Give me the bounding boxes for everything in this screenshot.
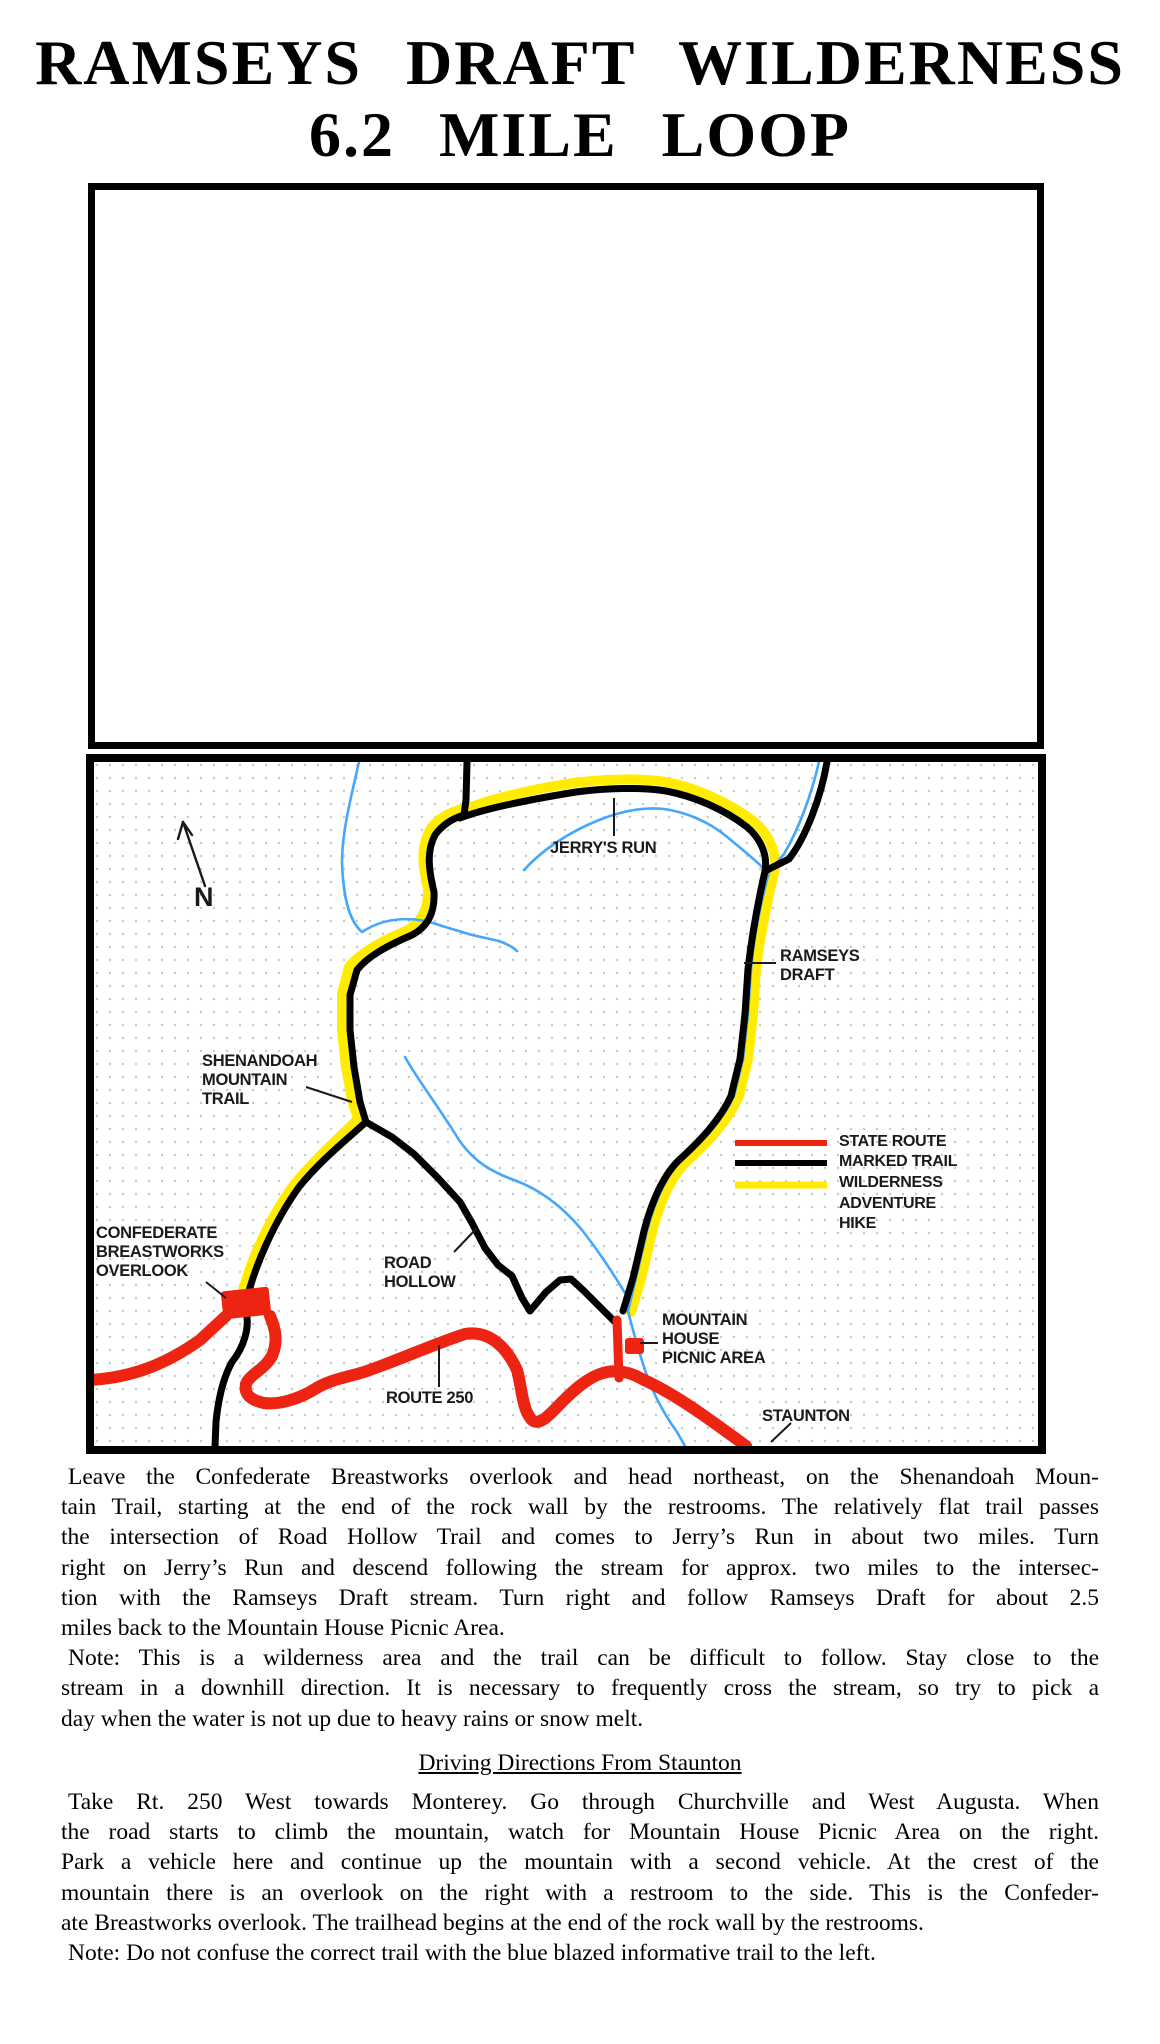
photo-placeholder-box: [88, 183, 1044, 749]
driving-directions-heading: Driving Directions From Staunton: [418, 1749, 742, 1776]
hike-note-paragraph: Note: This is a wilderness area and the trail can be difficult to follow. Stay close to the stream in a downhill direction. It is necessary to frequently cross the stream, so try to pick a day when the water is not up due to heavy rains or snow melt.: [61, 1645, 1099, 1732]
label-staunton: STAUNTON: [762, 1407, 850, 1425]
legend-marked-trail-label: MARKED TRAIL: [839, 1153, 958, 1170]
legend-state-route-label: STATE ROUTE: [839, 1133, 947, 1150]
hike-directions-paragraph: Leave the Confederate Breastworks overlook and head northeast, on the Shenandoah Moun- tain Trail, starting at the end of the rock wall by the restrooms. The relatively flat trail passes the intersection of Road Hollow Trail and comes to Jerry’s Run in about two miles. Turn right on Jerry’s Run and descend following the stream for approx. two miles to the intersec- tion with the Ramseys Draft stream. Turn right and follow Ramseys Draft for about 2.5 miles back to the Mountain House Picnic Area.: [61, 1464, 1099, 1642]
north-label: N: [194, 882, 214, 912]
label-shenandoah-mountain-trail: SHENANDOAH MOUNTAIN TRAIL: [202, 1052, 318, 1108]
page-title-line2: 6.2 MILE LOOP: [308, 99, 852, 170]
driving-directions-paragraph: Take Rt. 250 West towards Monterey. Go through Churchville and West Augusta. When the road starts to climb the mountain, watch for Mountain House Picnic Area on the right. Park a vehicle here and continue up the mountain with a second vehicle. At the crest of the mountain there is an overlook on the right with a restroom to the side. This is the Confeder- ate Breastworks overlook. The trailhead begins at the end of the rock wall by the restrooms.: [61, 1789, 1099, 1936]
label-road-hollow: ROAD HOLLOW: [384, 1254, 456, 1291]
label-jerrys-run: JERRY'S RUN: [550, 839, 657, 857]
label-mountain-house-picnic-area: MOUNTAIN HOUSE PICNIC AREA: [662, 1311, 766, 1367]
picnic-access-road: [617, 1320, 619, 1378]
page-title-line1: RAMSEYS DRAFT WILDERNESS: [35, 27, 1125, 98]
trail-map: [86, 754, 1046, 1454]
picnic-area-marker: [625, 1338, 644, 1354]
label-confederate-breastworks-overlook: CONFEDERATE BREASTWORKS OVERLOOK: [96, 1224, 224, 1280]
overlook-parking-area: [221, 1287, 272, 1320]
legend-wilderness-label: WILDERNESS ADVENTURE HIKE: [839, 1174, 943, 1232]
label-ramseys-draft: RAMSEYS DRAFT: [780, 947, 860, 984]
driving-note-paragraph: Note: Do not confuse the correct trail with the blue blazed informative trail to the left.: [68, 1940, 876, 1967]
label-route-250: ROUTE 250: [386, 1389, 474, 1407]
directions-text: [61, 1462, 1099, 1968]
